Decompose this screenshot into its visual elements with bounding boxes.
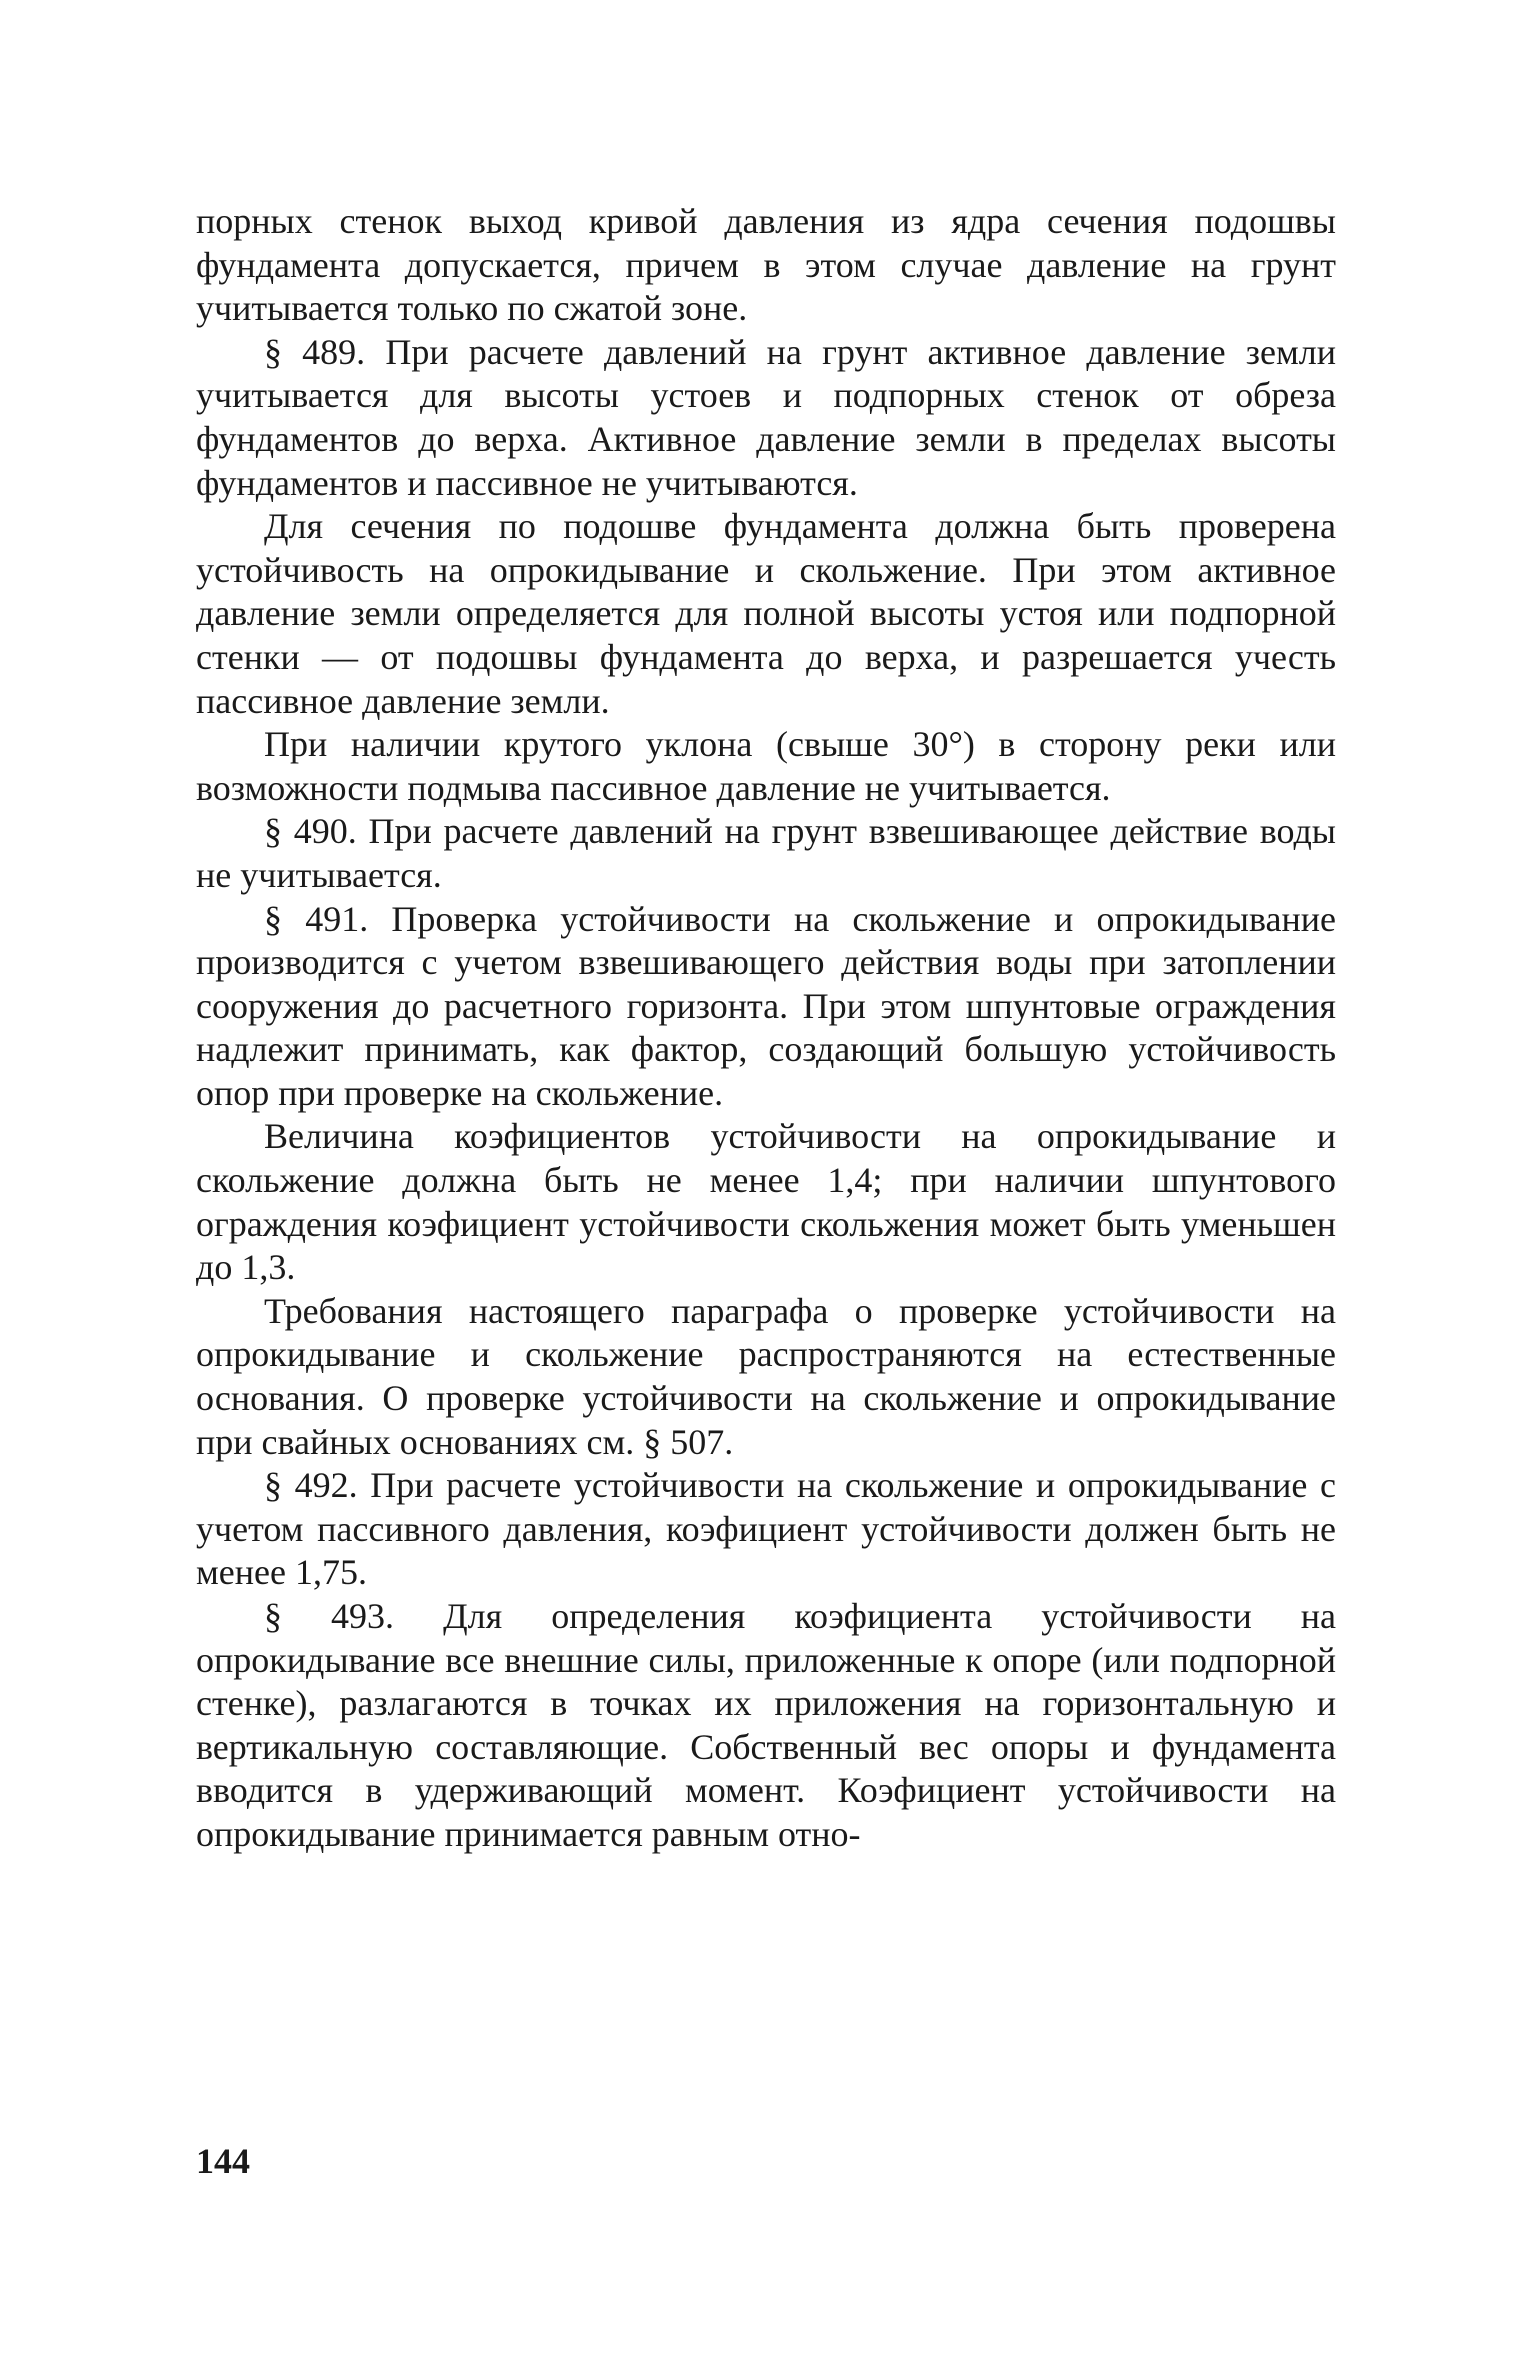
paragraph-coefficients: Величина коэфициентов устойчивости на опрокидывание и скольжение должна быть не менее 1,4; при наличии шпунтового ограждения коэфициент устойчивости скольжения может быть уменьшен до 1,3.	[196, 1116, 1336, 1288]
paragraph-489: § 489. При расчете давлений на грунт активное давление земли учитывается для высоты устоев и подпорных стенок от обреза фундаментов до верха. Активное давление земли в пределах высоты фундаментов и пассивное не учитываются.	[196, 331, 1336, 503]
paragraph-491: § 491. Проверка устойчивости на скольжение и опрокидывание производится с учетом взвешивающего действия воды при затоплении сооружения до расчетного горизонта. При этом шпунтовые ограждения надлежит принимать, как фактор, создающий большую устойчивость опор при проверке на скольжение.	[196, 898, 1336, 1113]
page-number: 144	[196, 2141, 250, 2181]
page-body	[196, 200, 1336, 1857]
paragraph-490: § 490. При расчете давлений на грунт взвешивающее действие воды не учитывается.	[196, 811, 1336, 895]
paragraph-steep-slope: При наличии крутого уклона (свыше 30°) в сторону реки или возможности подмыва пассивное давление не учитывается.	[196, 724, 1336, 808]
paragraph-requirements: Требования настоящего параграфа о проверке устойчивости на опрокидывание и скольжение распространяются на естественные основания. О проверке устойчивости на скольжение и опрокидывание при свайных основаниях см. § 507.	[196, 1290, 1336, 1462]
paragraph-492: § 492. При расчете устойчивости на скольжение и опрокидывание с учетом пассивного давления, коэфициент устойчивости должен быть не менее 1,75.	[196, 1465, 1336, 1593]
paragraph-continuation: порных стенок выход кривой давления из ядра сечения подошвы фундамента допускается, причем в этом случае давление на грунт учитывается только по сжатой зоне.	[196, 201, 1336, 329]
paragraph-493: § 493. Для определения коэфициента устойчивости на опрокидывание все внешние силы, приложенные к опоре (или подпорной стенке), разлагаются в точках их приложения на горизонтальную и вертикальную составляющие. Собственный вес опоры и фундамента вводится в удерживающий момент. Коэфициент устойчивости на опрокидывание принимается равным отно-	[196, 1596, 1336, 1854]
paragraph-foundation-section: Для сечения по подошве фундамента должна быть проверена устойчивость на опрокидывание и скольжение. При этом активное давление земли определяется для полной высоты устоя или подпорной стенки — от подошвы фундамента до верха, и разрешается учесть пассивное давление земли.	[196, 506, 1336, 721]
